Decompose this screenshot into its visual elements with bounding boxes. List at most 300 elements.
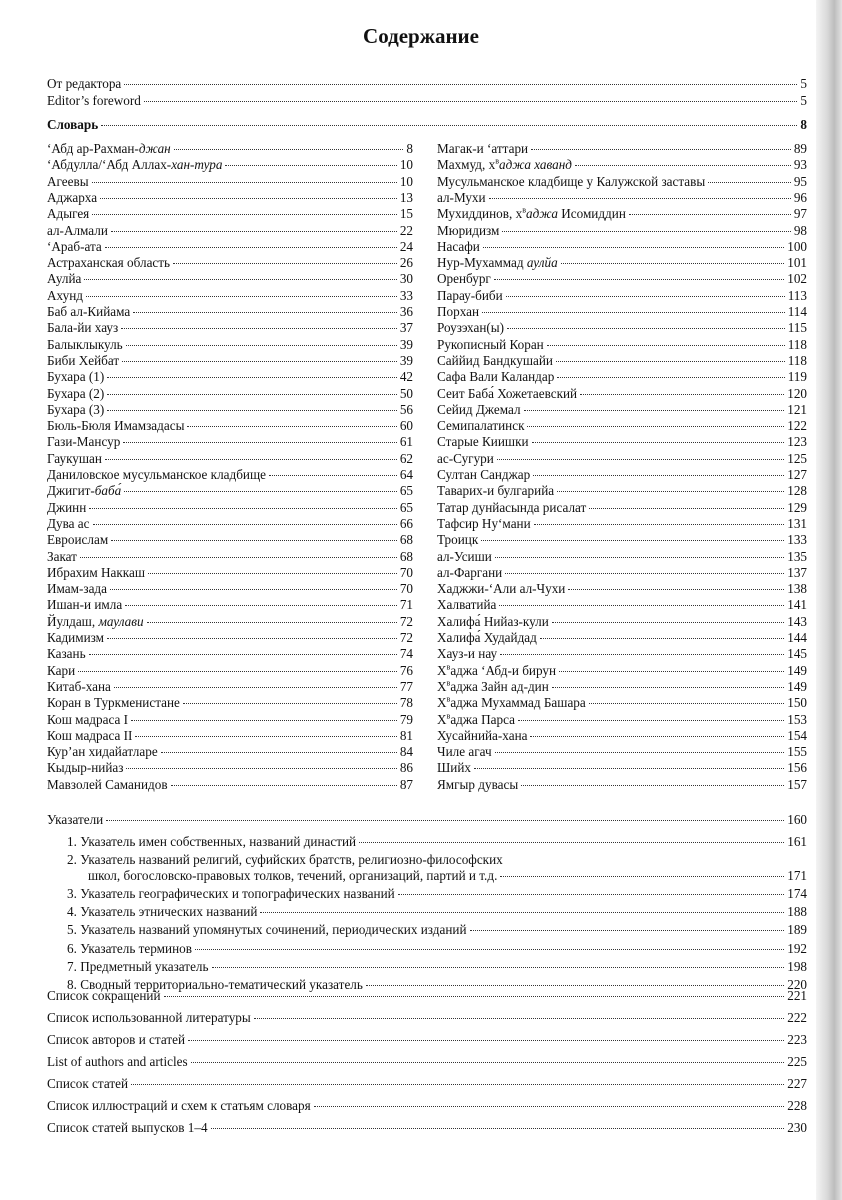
page-number: 96 [793,189,807,205]
toc-entry[interactable] [47,1009,807,1026]
toc-entry-label [67,940,192,957]
toc-entry[interactable] [437,678,807,695]
page-number: 79 [399,711,413,727]
page-number: 22 [399,222,413,238]
entry-text: 3. Указатель географических и топографических названий [67,886,395,902]
page-number: 113 [787,287,807,303]
entry-text: Сеит Баба́ Хожетаевский [437,385,578,401]
toc-entry[interactable] [47,189,413,206]
dot-leader [123,442,397,443]
toc-entry[interactable] [47,173,413,190]
entry-text: Ахунд [47,287,83,303]
toc-entry-label [47,352,119,369]
entry-text: Словарь [47,117,99,132]
toc-entry-label [437,189,486,206]
entry-text: Ибрахим Наккаш [47,564,145,580]
entry-text: Кари [47,662,76,678]
toc-entry[interactable] [47,368,413,385]
toc-entry-label [437,531,478,548]
page-number: 50 [399,385,413,401]
toc-entry-label [437,401,521,418]
toc-entry[interactable] [437,466,807,483]
italic-term: баба́ [94,483,122,499]
dot-leader [629,214,791,215]
entry-text: Ишан-и имла [47,597,123,613]
toc-entry[interactable] [47,662,413,679]
page-number: 62 [399,450,413,466]
page-number: 101 [787,255,807,271]
toc-entry[interactable] [437,287,807,304]
entry-text: Троицк [437,532,479,548]
toc-entry[interactable] [437,238,807,255]
dot-leader [552,687,784,688]
toc-entry-label [47,482,121,499]
dot-leader [532,442,785,443]
toc-entry[interactable] [437,222,807,239]
dot-leader [557,491,784,492]
toc-entry[interactable] [47,156,413,173]
entry-text: Джинн [47,499,87,515]
dot-leader [92,182,397,183]
entry-text: Евроислам [47,532,109,548]
toc-entry[interactable] [67,885,807,902]
dot-leader [580,394,784,395]
dot-leader [173,263,397,264]
entry-text: Порхан [437,304,480,319]
toc-entry-label [47,368,104,385]
dot-leader [80,557,397,558]
dot-leader [124,84,797,85]
toc-entry[interactable] [47,743,413,760]
toc-entry[interactable] [67,921,807,938]
entry-text: Кадимизм [47,630,105,645]
dot-leader [708,182,791,183]
toc-entry-label [437,238,480,255]
toc-entry[interactable] [437,499,807,516]
dot-leader [89,654,397,655]
entry-text: Список иллюстраций и схем к статьям словаря [47,1098,311,1113]
toc-entry[interactable] [437,629,807,646]
toc-entry[interactable] [47,811,807,828]
toc-entry[interactable] [437,352,807,369]
dot-leader [105,459,397,460]
toc-entry-label [437,450,494,467]
toc-entry[interactable] [437,173,807,190]
toc-entry-label [47,613,144,630]
toc-entry[interactable] [437,401,807,418]
italic-term: джан [138,141,171,156]
toc-entry[interactable] [437,368,807,385]
entry-text: Список авторов и статей [47,1032,186,1047]
page-number: 8 [406,141,413,156]
toc-entry-label [437,694,586,711]
toc-entry-label [47,319,118,336]
page-number: 189 [787,922,807,938]
toc-entry[interactable] [437,205,807,222]
entry-text: Мюридизм [437,222,500,238]
toc-entry-label [47,1075,128,1092]
toc-entry[interactable] [437,776,807,793]
superscript-letter: в [522,205,526,215]
entry-text: Ямгыр дувасы [437,776,519,792]
page-number: 8 [800,117,807,132]
toc-entry[interactable] [47,450,413,467]
entry-text: Гаукушан [47,450,102,466]
entry-text: Агеевы [47,173,89,189]
page-number: 223 [787,1032,807,1047]
toc-entry[interactable] [437,336,807,353]
entry-text: ал-Алмали [47,222,108,238]
toc-entry-label [47,743,158,760]
page-number: 225 [787,1054,807,1069]
entry-text: Хусайнийа-хана [437,727,528,743]
dot-leader [121,328,397,329]
toc-entry[interactable] [47,205,413,222]
entry-text: Список статей [47,1076,129,1091]
toc-entry[interactable] [47,336,413,353]
toc-entry-label [437,482,554,499]
dot-leader [212,967,785,968]
toc-entry[interactable] [47,238,413,255]
entry-text: Семипалатинск [437,418,525,434]
toc-entry-label [47,433,120,450]
dot-leader [575,165,791,166]
toc-entry[interactable] [47,1053,807,1070]
toc-entry[interactable] [47,401,413,418]
entry-text: Список использованной литературы [47,1010,251,1025]
page-number: 155 [787,744,807,760]
dot-leader [531,149,791,150]
toc-entry[interactable] [47,987,807,1004]
dot-leader [524,410,785,411]
toc-entry[interactable] [47,776,413,793]
toc-entry[interactable] [437,450,807,467]
toc-entry[interactable] [47,303,413,320]
dot-leader [502,231,790,232]
dot-leader [540,638,784,639]
page-number: 188 [787,904,807,920]
toc-entry-label [47,1053,188,1070]
toc-entry-label [47,776,168,793]
dot-leader [125,605,397,606]
page-number: 68 [399,548,413,564]
entry-text: Султан Санджар [437,467,531,482]
toc-entry-label [437,270,491,287]
toc-entry[interactable] [47,548,413,565]
page-number: 122 [787,418,807,434]
italic-term: аулйа [526,255,558,271]
toc-entry[interactable] [47,319,413,336]
entry-text: Дува ас [47,515,90,531]
toc-entry[interactable] [47,727,413,744]
toc-entry[interactable] [47,564,413,581]
dot-leader [195,949,784,950]
dot-leader [568,589,784,590]
dot-leader [254,1018,784,1019]
dot-leader [552,622,784,623]
toc-entry-label [47,987,161,1004]
toc-entry[interactable] [67,903,807,920]
entry-text: ал-Фаргани [437,564,503,580]
toc-entry-label [437,303,479,320]
page-number: 149 [787,678,807,694]
dot-leader [500,654,784,655]
entry-text: Халватийа [437,597,497,613]
page-number: 24 [399,238,413,254]
toc-entry[interactable] [47,287,413,304]
toc-entry[interactable] [67,958,807,975]
toc-entry[interactable] [437,531,807,548]
page-number: 97 [793,206,807,222]
toc-entry[interactable] [437,727,807,744]
page-number: 10 [399,157,413,173]
toc-entry[interactable] [47,75,807,92]
dot-leader [497,459,784,460]
dot-leader [211,1128,785,1129]
entry-text: Таварих-и булгарийа [437,483,555,499]
dot-leader [122,361,397,362]
dot-leader [114,687,397,688]
page-number: 33 [399,287,413,303]
toc-entry[interactable] [67,833,807,850]
dot-leader [269,475,397,476]
entry-text: Татар дунйасында рисалат [437,499,587,515]
toc-entry-label [437,368,554,385]
dot-leader [495,557,784,558]
dot-leader [547,345,785,346]
page-number: 221 [787,988,807,1003]
toc-entry[interactable] [47,222,413,239]
toc-entry[interactable] [47,116,807,133]
dot-leader [314,1106,785,1107]
entry-text: ‘Араб-ата [47,238,102,254]
entry-text: 5. Указатель названий упомянутых сочинений, периодических изданий [67,922,467,938]
toc-entry[interactable] [437,156,807,173]
dot-leader [506,296,785,297]
entry-text: ‘Абдулла/‘Абд Аллах- [47,157,172,173]
dot-leader [131,720,397,721]
dot-leader [107,638,397,639]
entry-text: Мухиддинов, х [437,206,523,222]
toc-entry[interactable] [47,433,413,450]
toc-entry[interactable] [47,482,413,499]
toc-entry[interactable] [47,629,413,646]
entry-text: 4. Указатель этнических названий [67,904,258,920]
toc-entry-label [47,156,222,173]
toc-entry[interactable] [437,515,807,532]
entry-text: Китаб-хана [47,678,111,694]
entry-text: От редактора [47,76,122,91]
toc-entry-label [47,515,90,532]
page-number: 153 [787,711,807,727]
toc-entry[interactable] [437,743,807,760]
toc-entry[interactable] [437,613,807,630]
entry-text: Список статей выпусков 1–4 [47,1120,208,1135]
toc-entry[interactable] [47,678,413,695]
entry-text: Аулйа [47,271,82,287]
toc-entry[interactable] [47,1119,807,1136]
dot-leader [148,573,397,574]
page-number: 93 [793,157,807,173]
dot-leader [174,149,404,150]
toc-entry[interactable] [437,254,807,271]
toc-entry-label [47,1097,311,1114]
page-number: 125 [787,450,807,466]
dot-leader [106,820,784,821]
entry-text: Х [437,678,447,694]
page-number: 74 [399,646,413,662]
page-number: 39 [399,352,413,368]
toc-entry[interactable] [437,564,807,581]
toc-entry-label [47,499,86,516]
page-title: Содержание [363,24,479,48]
toc-entry[interactable] [437,645,807,662]
page-number: 141 [787,597,807,613]
toc-entry[interactable] [47,759,413,776]
toc-entry[interactable] [47,254,413,271]
toc-entry[interactable] [47,596,413,613]
toc-entry[interactable] [47,580,413,597]
entry-text: Нур-Мухаммад [437,255,527,271]
entry-text: Хаджжи-‘Али ал-Чухи [437,581,566,597]
page-number: 65 [399,483,413,499]
toc-entry[interactable] [47,645,413,662]
toc-entry[interactable] [47,466,413,483]
toc-entry-label [47,811,103,828]
page-number: 198 [787,958,807,974]
dot-leader [144,101,798,102]
toc-entry-label [47,92,141,109]
toc-entry[interactable] [47,515,413,532]
toc-entry-label [437,776,518,793]
toc-entry[interactable] [67,940,807,957]
entry-text: Аджарха [47,189,98,205]
toc-entry[interactable] [47,499,413,516]
page-number: 114 [787,304,807,319]
toc-entry[interactable] [437,596,807,613]
toc-entry[interactable] [47,531,413,548]
dot-leader [474,768,784,769]
superscript-letter: в [446,662,451,672]
toc-entry-label [437,678,549,695]
page-number: 227 [787,1076,807,1091]
page-number: 76 [399,662,413,678]
entry-text: Оренбург [437,271,491,287]
entry-text: Астраханская область [47,255,171,271]
toc-entry[interactable] [437,662,807,679]
entry-text: Магак-и ‘аттари [437,141,529,156]
toc-entry[interactable] [437,548,807,565]
dot-leader [171,785,397,786]
toc-entry[interactable] [47,694,413,711]
dot-leader [225,165,396,166]
toc-entry[interactable] [47,140,413,157]
toc-entry-label [47,694,180,711]
toc-entry[interactable] [88,867,807,884]
toc-entry[interactable] [47,613,413,630]
toc-entry-label [437,759,471,776]
toc-entry[interactable] [47,1075,807,1092]
entry-text: 7. Предметный указатель [67,958,209,974]
toc-entry-label [47,531,108,548]
entry-text: 8. Сводный территориально-тематический указатель [67,976,363,992]
entry-text: Сафа Вали Каландар [437,369,555,385]
dot-leader [482,312,785,313]
toc-entry-label [437,287,503,304]
toc-entry-label [67,833,356,850]
entry-text: Тафсир Ну‘мани [437,515,531,531]
page-number: 70 [399,581,413,597]
superscript-letter: в [446,694,451,704]
toc-entry[interactable] [437,433,807,450]
page-number: 222 [787,1010,807,1025]
toc-entry[interactable] [47,417,413,434]
toc-entry[interactable] [437,189,807,206]
entry-text: Рукописный Коран [437,336,544,352]
dot-leader [105,247,397,248]
toc-entry[interactable] [437,482,807,499]
toc-entry-label [437,499,586,516]
toc-entry-label [47,205,89,222]
page-number: 144 [787,630,807,645]
toc-entry[interactable] [47,92,807,109]
toc-entry[interactable] [437,580,807,597]
toc-entry[interactable] [47,352,413,369]
entry-text: ас-Сугури [437,450,494,466]
entry-text: List of authors and articles [47,1054,188,1069]
toc-entry[interactable] [437,303,807,320]
entry-text: Бухара (1) [47,369,105,385]
dot-leader [481,540,784,541]
toc-entry[interactable] [437,385,807,402]
toc-entry-label [437,743,492,760]
toc-entry[interactable] [47,1097,807,1114]
toc-entry[interactable] [437,711,807,728]
entry-text: Парау-биби [437,287,503,303]
toc-entry[interactable] [47,1031,807,1048]
page-number: 220 [787,976,807,992]
entry-text: Бюль-Бюля Имамзадасы [47,418,185,434]
toc-entry[interactable] [47,385,413,402]
page-number: 150 [787,695,807,711]
toc-entry[interactable] [437,140,807,157]
toc-entry[interactable] [437,319,807,336]
toc-entry[interactable] [437,694,807,711]
toc-entry-label [437,319,504,336]
toc-entry-label [47,564,145,581]
toc-entry[interactable] [47,711,413,728]
toc-entry-label [437,515,531,532]
page-number: 77 [399,678,413,694]
toc-entry[interactable] [47,270,413,287]
entry-text: Балыклыкуль [47,336,123,352]
page-number: 95 [793,173,807,189]
toc-entry-label [47,116,98,133]
toc-entry-label [47,645,86,662]
dot-leader [470,930,785,931]
entry-text: Роузэхан(ы) [437,320,505,336]
toc-entry[interactable] [437,417,807,434]
toc-entry[interactable] [437,759,807,776]
dot-leader [107,377,397,378]
toc-entry-label [437,352,553,369]
page-number: 135 [787,548,807,564]
page-number: 10 [399,173,413,189]
toc-entry[interactable] [437,270,807,287]
entry-text: Мавзолей Саманидов [47,776,168,792]
dot-leader [135,736,396,737]
entry-text: Х [437,662,447,678]
